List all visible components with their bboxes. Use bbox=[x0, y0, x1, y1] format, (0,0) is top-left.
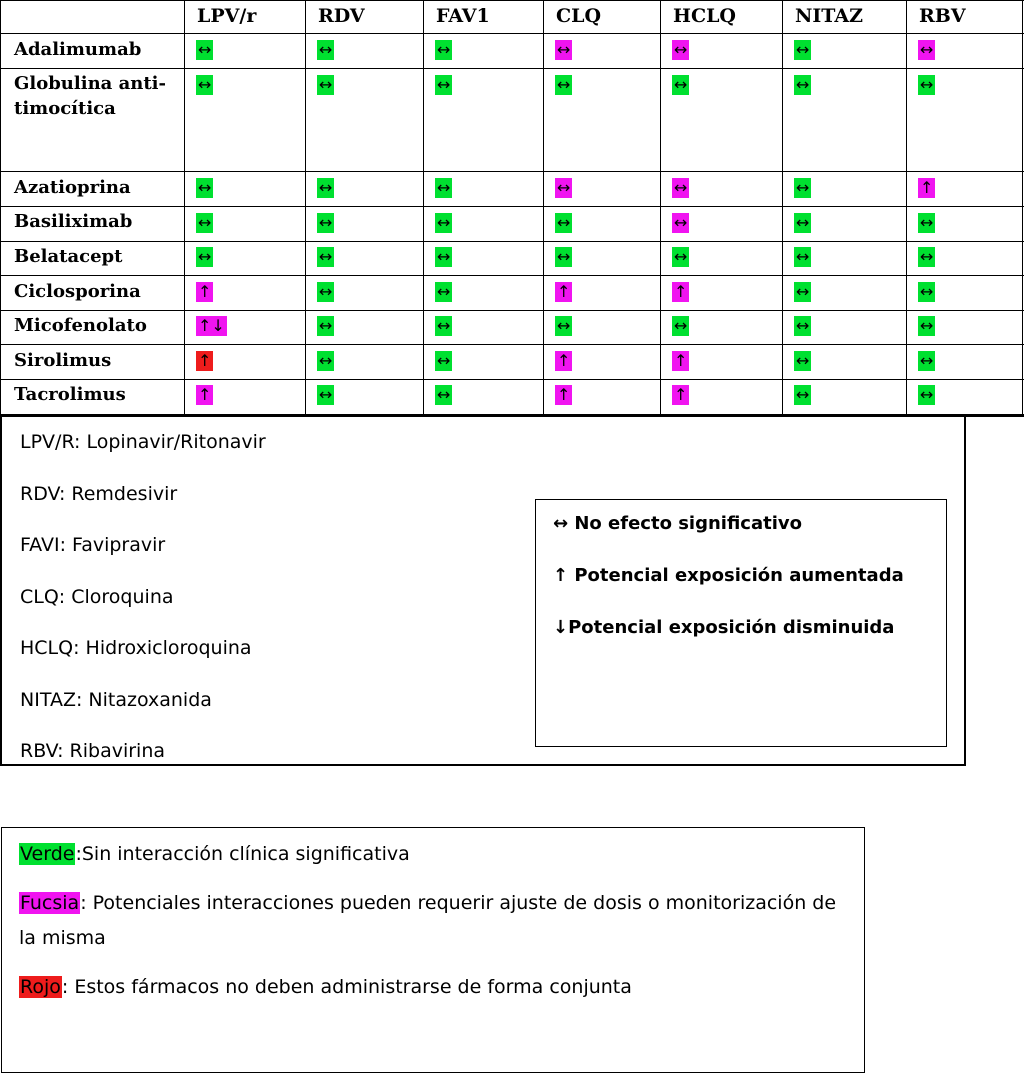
color-legend-item bbox=[19, 970, 849, 1005]
color-legend bbox=[1, 827, 865, 1073]
row-label: Adalimumab bbox=[14, 39, 142, 60]
grid-line bbox=[305, 0, 306, 415]
row-label: Basiliximab bbox=[14, 211, 133, 232]
interaction-marker: ↔ bbox=[557, 247, 571, 266]
grid-line bbox=[0, 171, 1024, 172]
interaction-marker: ↑ bbox=[557, 385, 571, 404]
grid-line bbox=[0, 0, 1024, 1]
column-header: LPV/r bbox=[197, 5, 257, 27]
grid-line bbox=[0, 0, 1, 415]
green-swatch: Verde bbox=[20, 843, 75, 865]
column-header: CLQ bbox=[556, 5, 602, 27]
interaction-marker: ↔ bbox=[319, 316, 333, 335]
interaction-marker: ↑ bbox=[674, 385, 688, 404]
grid-line bbox=[0, 310, 1024, 311]
interaction-marker: ↔ bbox=[920, 385, 934, 404]
interaction-marker: ↑ bbox=[198, 351, 212, 370]
interaction-marker: ↔ bbox=[796, 385, 810, 404]
interaction-marker: ↔ bbox=[198, 178, 212, 197]
color-legend-text: : Estos fármacos no deben administrarse de forma conjunta bbox=[61, 976, 632, 998]
interaction-marker: ↔ bbox=[674, 40, 688, 59]
symbol-legend-item: ↔ No efecto significativo bbox=[553, 513, 802, 534]
interaction-marker: ↔ bbox=[198, 40, 212, 59]
interaction-table bbox=[0, 0, 1024, 417]
color-legend-item bbox=[19, 837, 849, 872]
column-header: RBV bbox=[919, 5, 966, 27]
interaction-marker: ↔ bbox=[920, 316, 934, 335]
interaction-marker: ↔ bbox=[437, 75, 451, 94]
grid-line bbox=[782, 0, 783, 415]
interaction-marker: ↔ bbox=[437, 351, 451, 370]
interaction-marker: ↔ bbox=[796, 247, 810, 266]
grid-line bbox=[0, 241, 1024, 242]
row-label: Ciclosporina bbox=[14, 281, 141, 302]
interaction-marker: ↔ bbox=[674, 247, 688, 266]
interaction-marker: ↔ bbox=[796, 351, 810, 370]
color-legend-text: :Sin interacción clínica significativa bbox=[75, 843, 410, 865]
interaction-marker: ↔ bbox=[674, 178, 688, 197]
abbreviation: FAVI: Favipravir bbox=[20, 534, 166, 556]
red-swatch: Rojo bbox=[20, 976, 61, 998]
abbreviation: HCLQ: Hidroxicloroquina bbox=[20, 637, 252, 659]
row-label: Sirolimus bbox=[14, 350, 112, 371]
interaction-marker: ↔ bbox=[674, 316, 688, 335]
interaction-marker: ↔ bbox=[796, 178, 810, 197]
abbreviation: LPV/R: Lopinavir/Ritonavir bbox=[20, 431, 266, 453]
interaction-marker: ↔ bbox=[674, 75, 688, 94]
interaction-marker: ↑ bbox=[198, 282, 212, 301]
interaction-marker: ↔ bbox=[674, 213, 688, 232]
interaction-marker: ↑ bbox=[557, 282, 571, 301]
column-header: HCLQ bbox=[673, 5, 736, 27]
grid-line bbox=[660, 0, 661, 415]
grid-line bbox=[543, 0, 544, 415]
symbol-legend-item: ↓Potencial exposición disminuida bbox=[553, 617, 895, 638]
interaction-marker: ↔ bbox=[319, 75, 333, 94]
row-label: Azatioprina bbox=[14, 177, 131, 198]
interaction-marker: ↔ bbox=[319, 40, 333, 59]
interaction-marker: ↔ bbox=[319, 351, 333, 370]
interaction-marker: ↔ bbox=[437, 385, 451, 404]
interaction-marker: ↔ bbox=[920, 40, 934, 59]
fuchsia-swatch: Fucsia bbox=[20, 892, 80, 914]
interaction-marker: ↔ bbox=[557, 40, 571, 59]
interaction-marker: ↔ bbox=[198, 247, 212, 266]
interaction-marker: ↔ bbox=[796, 75, 810, 94]
row-label: Belatacept bbox=[14, 246, 123, 267]
grid-line bbox=[0, 33, 1024, 34]
grid-line bbox=[423, 0, 424, 415]
abbreviation: RBV: Ribavirina bbox=[20, 740, 166, 762]
interaction-marker: ↔ bbox=[557, 75, 571, 94]
interaction-marker: ↔ bbox=[920, 351, 934, 370]
grid-line bbox=[0, 206, 1024, 207]
grid-line bbox=[0, 379, 1024, 380]
row-label: Micofenolato bbox=[14, 315, 147, 336]
interaction-marker: ↔ bbox=[557, 178, 571, 197]
column-header: NITAZ bbox=[795, 5, 863, 27]
color-legend-item bbox=[19, 886, 849, 956]
grid-line bbox=[0, 275, 1024, 276]
interaction-marker: ↔ bbox=[796, 40, 810, 59]
interaction-marker: ↑ bbox=[674, 282, 688, 301]
interaction-marker: ↑ bbox=[920, 178, 934, 197]
interaction-marker: ↑ bbox=[674, 351, 688, 370]
interaction-marker: ↑ bbox=[557, 351, 571, 370]
abbreviation: CLQ: Cloroquina bbox=[20, 586, 174, 608]
symbol-legend bbox=[535, 499, 947, 747]
interaction-marker: ↔ bbox=[796, 213, 810, 232]
interaction-marker: ↔ bbox=[920, 213, 934, 232]
interaction-marker: ↔ bbox=[319, 178, 333, 197]
interaction-marker: ↔ bbox=[437, 316, 451, 335]
color-legend-text: : Potenciales interacciones pueden requerir ajuste de dosis o monitorización de la misma bbox=[19, 892, 837, 949]
row-label: Tacrolimus bbox=[14, 384, 126, 405]
interaction-marker: ↔ bbox=[319, 385, 333, 404]
interaction-marker: ↔ bbox=[796, 282, 810, 301]
interaction-marker: ↔ bbox=[796, 316, 810, 335]
interaction-marker: ↔ bbox=[437, 282, 451, 301]
interaction-marker: ↔ bbox=[319, 282, 333, 301]
interaction-marker: ↔ bbox=[920, 282, 934, 301]
grid-line bbox=[1022, 0, 1023, 415]
grid-line bbox=[906, 0, 907, 415]
interaction-marker: ↔ bbox=[319, 247, 333, 266]
interaction-marker: ↔ bbox=[198, 213, 212, 232]
interaction-marker: ↔ bbox=[437, 178, 451, 197]
symbol-legend-item: ↑ Potencial exposición aumentada bbox=[553, 565, 904, 586]
column-header: RDV bbox=[318, 5, 365, 27]
interaction-marker: ↔ bbox=[920, 247, 934, 266]
interaction-marker: ↔ bbox=[920, 75, 934, 94]
interaction-marker: ↑ bbox=[198, 385, 212, 404]
abbreviation: RDV: Remdesivir bbox=[20, 483, 178, 505]
grid-line bbox=[0, 68, 1024, 69]
grid-line bbox=[0, 344, 1024, 345]
interaction-marker: ↔ bbox=[557, 316, 571, 335]
interaction-marker: ↑↓ bbox=[198, 316, 225, 335]
interaction-marker: ↔ bbox=[437, 213, 451, 232]
grid-line bbox=[184, 0, 185, 415]
interaction-marker: ↔ bbox=[437, 40, 451, 59]
row-label: Globulina anti-timocítica bbox=[14, 73, 166, 119]
interaction-marker: ↔ bbox=[437, 247, 451, 266]
interaction-marker: ↔ bbox=[557, 213, 571, 232]
abbreviation: NITAZ: Nitazoxanida bbox=[20, 689, 212, 711]
column-header: FAV1 bbox=[436, 5, 490, 27]
interaction-marker: ↔ bbox=[198, 75, 212, 94]
interaction-marker: ↔ bbox=[319, 213, 333, 232]
